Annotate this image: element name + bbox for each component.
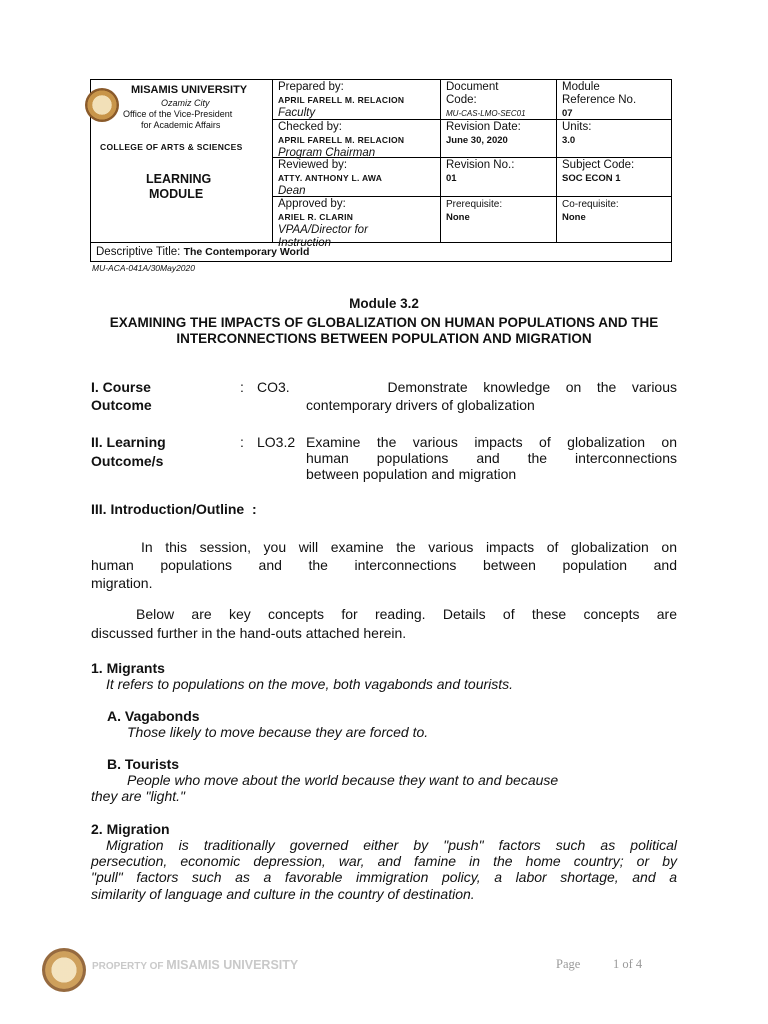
descriptive-title-label: Descriptive Title:	[96, 246, 184, 258]
document-code-label-line-1: Document	[446, 81, 499, 93]
module-reference-label-line-1: Module	[562, 81, 600, 93]
revision-date-label: Revision Date:	[446, 121, 521, 133]
module-type-line-2: MODULE	[149, 187, 204, 201]
prepared-by-label: Prepared by:	[278, 81, 344, 93]
migration-text-line-3: "pull" factors such as a favorable immigration policy, a labor shortage, and a	[91, 869, 677, 885]
approved-by-role-line-2: Instruction	[278, 237, 332, 249]
subject-code-value: SOC ECON 1	[562, 173, 621, 184]
reviewed-by-label: Reviewed by:	[278, 159, 348, 171]
units-cell	[557, 120, 672, 158]
prerequisite-value: None	[446, 212, 470, 223]
course-outcome-code: CO3.	[257, 379, 290, 395]
revision-no-value: 01	[446, 173, 457, 184]
learning-outcome-colon: :	[240, 434, 244, 450]
form-code: MU-ACA-041A/30May2020	[92, 263, 195, 273]
course-outcome-label-line-2: Outcome	[91, 397, 152, 413]
university-city: Ozamiz City	[161, 98, 210, 108]
document-code-label-line-2: Code:	[446, 94, 477, 106]
university-name: MISAMIS UNIVERSITY	[131, 84, 248, 96]
checked-by-name: APRIL FARELL M. RELACION	[278, 135, 405, 145]
reviewed-by-cell	[273, 158, 441, 197]
learning-outcome-code: LO3.2	[257, 434, 296, 450]
learning-outcome-text-line-2: human populations and the interconnections	[306, 450, 677, 466]
revision-no-cell	[441, 158, 557, 197]
introduction-heading: III. Introduction/Outline :	[91, 501, 257, 517]
document-header-table	[90, 79, 672, 262]
footer-page-label: Page	[556, 957, 581, 971]
office-line-1: Office of the Vice-President	[123, 109, 233, 119]
prepared-by-cell	[273, 80, 441, 120]
tourists-definition-line-2: they are "light."	[91, 788, 185, 804]
university-seal-icon	[85, 88, 119, 122]
units-label: Units:	[562, 121, 592, 133]
footer-seal-icon	[42, 948, 86, 992]
university-block	[91, 80, 273, 243]
approved-by-cell	[273, 197, 441, 249]
reviewed-by-name: ATTY. ANTHONY L. AWA	[278, 173, 383, 183]
revision-no-label: Revision No.:	[446, 159, 515, 171]
prerequisite-cell	[441, 197, 557, 243]
approved-by-name: ARIEL R. CLARIN	[278, 212, 354, 222]
learning-outcome-text-line-1: Examine the various impacts of globalization on	[306, 434, 677, 450]
course-outcome-text-line-1: Demonstrate knowledge on the various	[387, 379, 677, 395]
module-type-line-1: LEARNING	[146, 172, 212, 186]
footer-property	[92, 956, 298, 974]
office-line-2: for Academic Affairs	[141, 120, 221, 130]
module-reference-value: 07	[562, 108, 573, 119]
revision-date-cell	[441, 120, 557, 158]
intro-para1-line-1: In this session, you will examine the various impacts of globalization on	[141, 539, 677, 555]
checked-by-label: Checked by:	[278, 121, 342, 133]
approved-by-role-line-1: VPAA/Director for	[278, 224, 368, 236]
migration-text-line-2: persecution, economic depression, war, and famine in the home country; or by	[91, 853, 677, 869]
tourists-heading: B. Tourists	[107, 756, 180, 772]
module-title-line-1: EXAMINING THE IMPACTS OF GLOBALIZATION ON HUMAN POPULATIONS AND THE	[109, 315, 659, 330]
course-outcome-label-line-1: I. Course	[91, 379, 151, 395]
units-value: 3.0	[562, 135, 576, 146]
checked-by-role: Program Chairman	[278, 147, 376, 159]
tourists-definition-line-1: People who move about the world because they want to and because	[127, 772, 559, 788]
learning-outcome-label-line-2: Outcome/s	[91, 453, 164, 469]
module-reference-label-line-2: Reference No.	[562, 94, 637, 106]
corequisite-value: None	[562, 212, 586, 223]
learning-outcome-label-line-1: II. Learning	[91, 434, 166, 450]
reviewed-by-role: Dean	[278, 185, 306, 197]
approved-by-label: Approved by:	[278, 198, 346, 210]
document-code-cell	[441, 80, 557, 120]
course-outcome-text-line-2: contemporary drivers of globalization	[306, 397, 535, 413]
intro-para1-line-3: migration.	[91, 575, 153, 591]
vagabonds-heading: A. Vagabonds	[107, 708, 200, 724]
prerequisite-label: Prerequisite:	[446, 199, 503, 210]
migration-heading: 2. Migration	[91, 821, 170, 837]
migration-text-line-4: similarity of language and culture in the country of destination.	[91, 886, 475, 902]
learning-outcome-text-line-3: between population and migration	[306, 466, 517, 482]
document-code-value: MU-CAS-LMO-SEC01	[446, 109, 526, 118]
revision-date-value: June 30, 2020	[446, 135, 508, 146]
intro-para1-line-2: human populations and the interconnections between population and	[91, 557, 677, 573]
intro-para2-line-1: Below are key concepts for reading. Details of these concepts are	[136, 606, 677, 622]
module-reference-cell	[557, 80, 672, 120]
module-title-line-2: INTERCONNECTIONS BETWEEN POPULATION AND MIGRATION	[176, 331, 592, 346]
descriptive-title-value: The Contemporary World	[183, 246, 310, 258]
vagabonds-definition: Those likely to move because they are forced to.	[127, 724, 429, 740]
corequisite-label: Co-requisite:	[562, 199, 619, 210]
corequisite-cell	[557, 197, 672, 243]
descriptive-title-row	[91, 243, 672, 262]
migrants-definition: It refers to populations on the move, both vagabonds and tourists.	[106, 676, 514, 692]
footer-page-count: 1 of 4	[613, 957, 643, 971]
footer-university-name: MISAMIS UNIVERSITY	[166, 958, 299, 972]
migrants-heading: 1. Migrants	[91, 660, 165, 676]
module-number: Module 3.2	[349, 296, 419, 311]
migration-text-line-1: Migration is traditionally governed either by "push" factors such as political	[106, 837, 677, 853]
checked-by-cell	[273, 120, 441, 158]
college-name: COLLEGE OF ARTS & SCIENCES	[100, 142, 243, 152]
intro-para2-line-2: discussed further in the hand-outs attached herein.	[91, 625, 407, 641]
subject-code-cell	[557, 158, 672, 197]
course-outcome-colon: :	[240, 379, 244, 395]
prepared-by-name: APRIL FARELL M. RELACION	[278, 95, 405, 105]
footer-property-prefix: PROPERTY OF	[92, 961, 167, 972]
prepared-by-role: Faculty	[278, 107, 316, 119]
subject-code-label: Subject Code:	[562, 159, 635, 171]
